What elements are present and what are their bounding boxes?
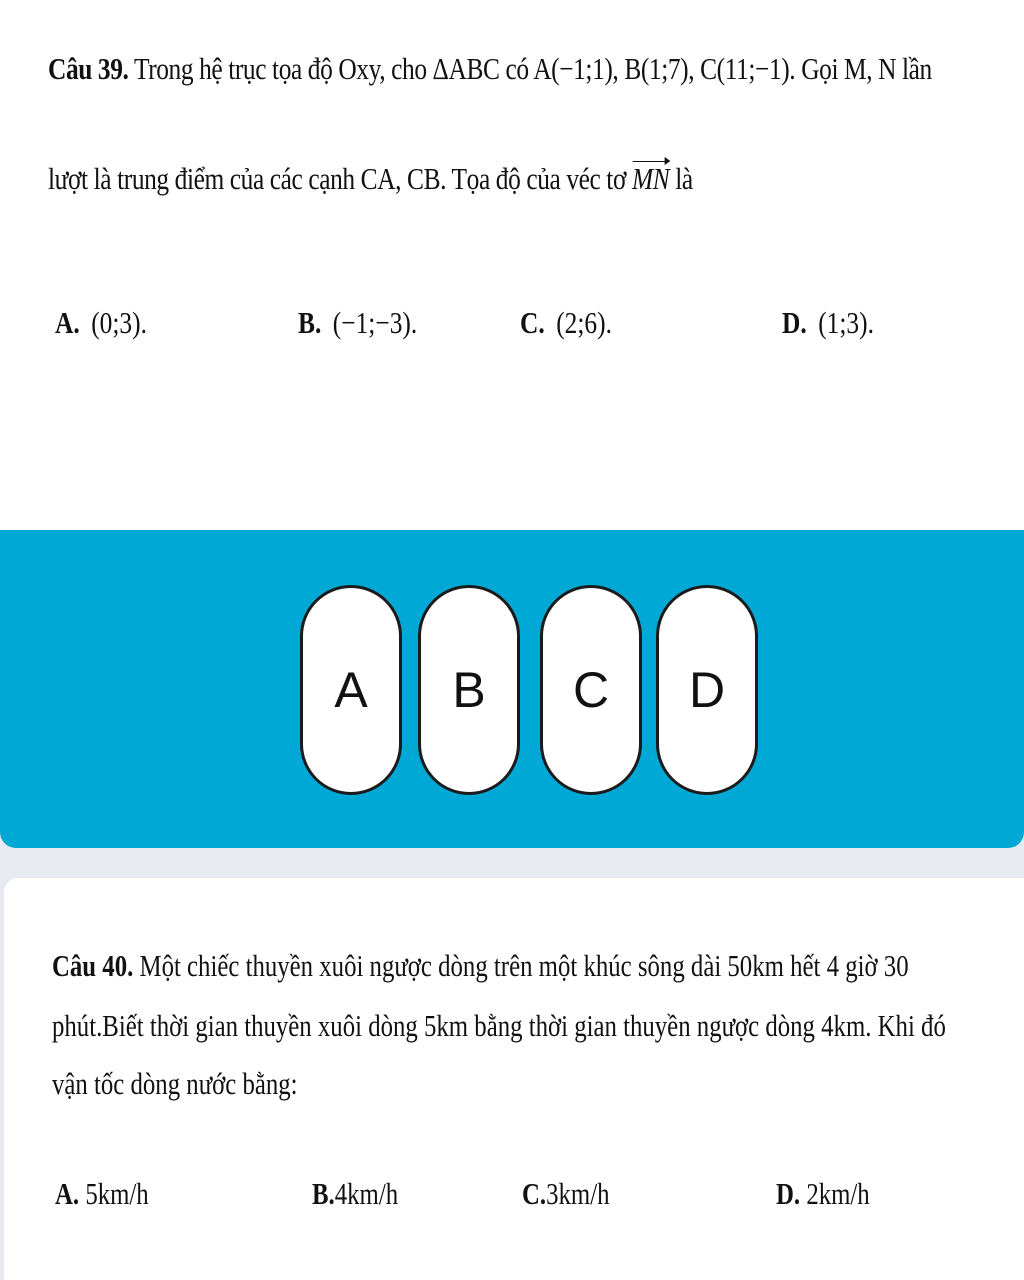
q39-line-1 xyxy=(48,50,932,89)
vector-mn: MN xyxy=(632,160,669,199)
option-value: 3km/h xyxy=(546,1176,610,1211)
q40-line-2 xyxy=(52,1008,946,1044)
answer-button-c[interactable]: C xyxy=(540,585,642,795)
option-value: (1;3). xyxy=(818,305,874,340)
q39-option-b xyxy=(298,305,417,341)
option-letter: C. xyxy=(522,1176,547,1211)
option-letter: A. xyxy=(55,305,80,340)
option-letter: B. xyxy=(312,1176,335,1211)
option-value: 5km/h xyxy=(85,1176,149,1211)
option-letter: A. xyxy=(55,1176,80,1211)
q40-line1-text: Một chiếc thuyền xuôi ngược dòng trên một khúc sông dài 50km hết 4 giờ 30 xyxy=(139,948,909,983)
q39-line2-text: lượt là trung điểm của các cạnh CA, CB. Tọa độ của véc tơ xyxy=(48,161,626,196)
q39-label: Câu 39. xyxy=(48,51,129,86)
option-letter: D. xyxy=(782,305,807,340)
answer-button-d[interactable]: D xyxy=(656,585,758,795)
q39-option-d xyxy=(782,305,874,341)
q39-line2-end: là xyxy=(675,161,693,196)
q40-line-3 xyxy=(52,1066,298,1102)
q40-line3-text: vận tốc dòng nước bằng: xyxy=(52,1066,298,1101)
option-letter: D. xyxy=(776,1176,801,1211)
q40-option-d xyxy=(776,1176,870,1212)
option-letter: C. xyxy=(520,305,545,340)
option-value: 4km/h xyxy=(334,1176,399,1211)
answer-button-b[interactable]: B xyxy=(418,585,520,795)
q39-line-2 xyxy=(48,160,693,199)
option-value: 2km/h xyxy=(806,1176,870,1211)
q39-line1-text: Trong hệ trục tọa độ Oxy, cho ΔABC có A(−1;1), B(1;7), C(11;−1). Gọi M, N lần xyxy=(133,51,932,86)
q40-option-a xyxy=(55,1176,149,1212)
q40-label: Câu 40. xyxy=(52,948,134,983)
answer-button-a[interactable]: A xyxy=(300,585,402,795)
q40-option-b xyxy=(312,1176,398,1212)
q40-line-1 xyxy=(52,948,909,984)
option-value: (2;6). xyxy=(556,305,612,340)
q40-option-c xyxy=(522,1176,610,1212)
option-value: (0;3). xyxy=(91,305,147,340)
q39-option-c xyxy=(520,305,612,341)
q40-line2-text: phút.Biết thời gian thuyền xuôi dòng 5km bằng thời gian thuyền ngược dòng 4km. Khi đó xyxy=(52,1008,946,1043)
q39-option-a xyxy=(55,305,147,341)
option-value: (−1;−3). xyxy=(332,305,418,340)
option-letter: B. xyxy=(298,305,322,340)
